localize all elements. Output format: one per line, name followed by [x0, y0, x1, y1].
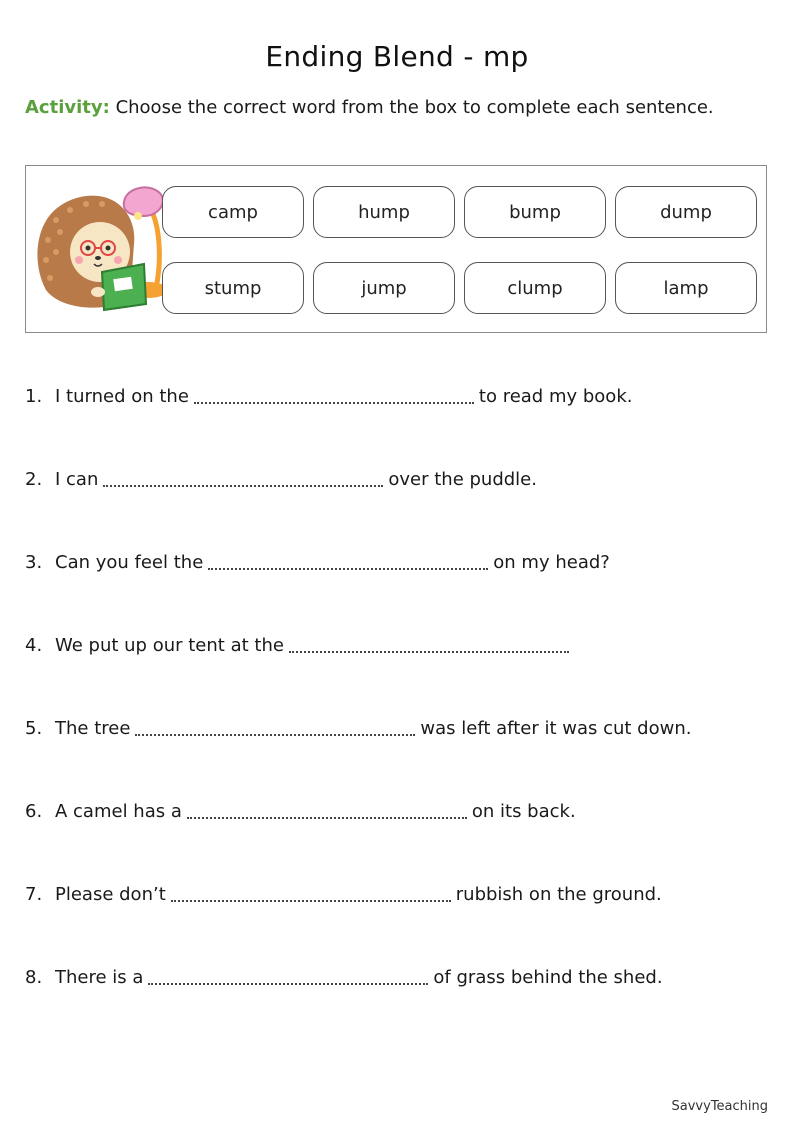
word-chip: camp [162, 186, 304, 238]
answer-blank[interactable] [208, 552, 488, 570]
sentence-before: I can [55, 469, 99, 490]
activity-instructions [25, 97, 785, 118]
word-chip: bump [464, 186, 606, 238]
sentence-item [25, 552, 785, 635]
word-chip: clump [464, 262, 606, 314]
sentence-after: of grass behind the shed. [433, 967, 663, 988]
sentence-number: 5. [25, 718, 43, 739]
sentence-after: was left after it was cut down. [420, 718, 692, 739]
activity-text: Choose the correct word from the box to complete each sentence. [115, 97, 714, 118]
answer-blank[interactable] [148, 967, 428, 985]
sentence-before: A camel has a [55, 801, 182, 822]
activity-label: Activity: [25, 97, 110, 118]
sentence-before: We put up our tent at the [55, 635, 284, 656]
sentence-item [25, 469, 785, 552]
sentence-before: There is a [55, 967, 144, 988]
sentence-number: 2. [25, 469, 43, 490]
sentence-item [25, 635, 785, 718]
sentence-number: 4. [25, 635, 43, 656]
answer-blank[interactable] [187, 801, 467, 819]
sentence-after: on my head? [493, 552, 610, 573]
sentence-after: over the puddle. [388, 469, 537, 490]
answer-blank[interactable] [103, 469, 383, 487]
sentence-list [25, 386, 785, 1050]
word-bank [162, 186, 757, 314]
sentence-number: 1. [25, 386, 43, 407]
answer-blank[interactable] [171, 884, 451, 902]
answer-blank[interactable] [135, 718, 415, 736]
word-chip: stump [162, 262, 304, 314]
sentence-before: I turned on the [55, 386, 189, 407]
word-box [25, 165, 767, 333]
sentence-item [25, 884, 785, 967]
sentence-number: 8. [25, 967, 43, 988]
sentence-item [25, 386, 785, 469]
sentence-after: to read my book. [478, 386, 633, 407]
sentence-number: 7. [25, 884, 43, 905]
sentence-before: Please don’t [55, 884, 166, 905]
sentence-item [25, 718, 785, 801]
sentence-number: 6. [25, 801, 43, 822]
sentence-item [25, 967, 785, 1050]
hedgehog-reading-illustration [32, 180, 182, 320]
word-chip: lamp [615, 262, 757, 314]
sentence-after: on its back. [471, 801, 576, 822]
word-chip: hump [313, 186, 455, 238]
sentence-item [25, 801, 785, 884]
word-chip: jump [313, 262, 455, 314]
sentence-after: rubbish on the ground. [455, 884, 662, 905]
answer-blank[interactable] [289, 635, 569, 653]
answer-blank[interactable] [194, 386, 474, 404]
page-title: Ending Blend - mp [265, 40, 529, 73]
word-chip: dump [615, 186, 757, 238]
sentence-before: The tree [55, 718, 131, 739]
footer-brand: SavvyTeaching [671, 1099, 768, 1114]
sentence-before: Can you feel the [55, 552, 204, 573]
sentence-number: 3. [25, 552, 43, 573]
